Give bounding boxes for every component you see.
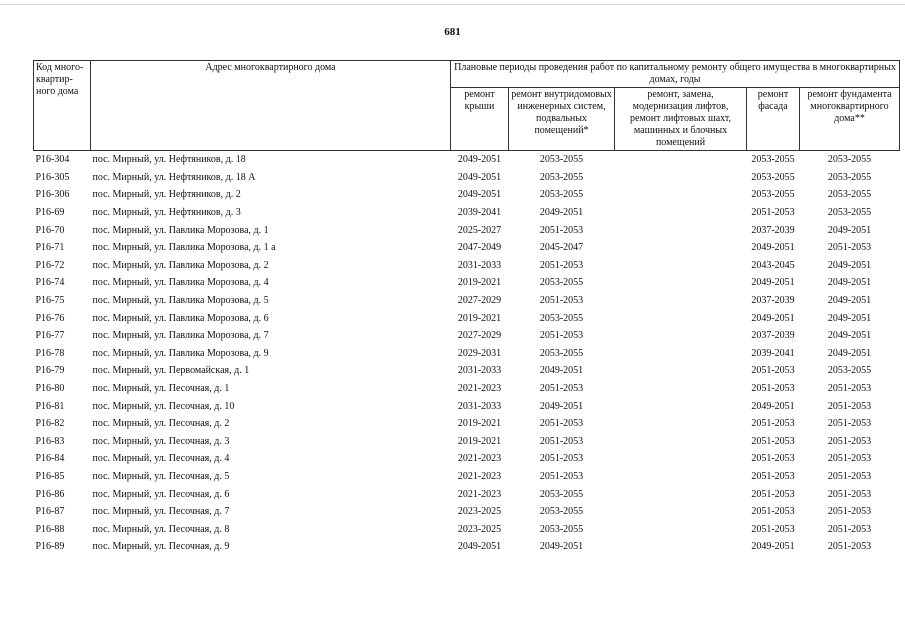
table-body xyxy=(34,151,900,556)
cell-facade: 2051-2053 xyxy=(751,435,795,447)
cell-foundation: 2051-2053 xyxy=(827,506,872,518)
cell-roof: 2019-2021 xyxy=(457,435,502,447)
cell-systems: 2045-2047 xyxy=(539,242,584,254)
cell-roof: 2049-2051 xyxy=(457,171,502,183)
cell-systems: 2053-2055 xyxy=(509,151,615,169)
cell-code: Р16-305 xyxy=(35,171,70,183)
cell-systems: 2053-2055 xyxy=(539,506,584,518)
cell-roof: 2023-2025 xyxy=(457,523,502,535)
cell-code: Р16-88 xyxy=(35,523,65,535)
cell-foundation: 2049-2051 xyxy=(827,295,872,307)
table-row xyxy=(34,520,900,538)
cell-lifts xyxy=(615,380,747,398)
header-address: Адрес многоквартирного дома xyxy=(91,61,451,151)
cell-systems: 2053-2055 xyxy=(539,189,584,201)
table-row xyxy=(34,380,900,398)
cell-roof: 2021-2023 xyxy=(457,383,502,395)
cell-code: Р16-75 xyxy=(35,295,65,307)
cell-facade: 2053-2055 xyxy=(751,189,795,201)
cell-facade: 2051-2053 xyxy=(751,453,795,465)
cell-facade: 2037-2039 xyxy=(751,295,795,307)
table-row xyxy=(34,292,900,310)
cell-systems: 2051-2053 xyxy=(539,224,584,236)
cell-facade: 2049-2051 xyxy=(751,312,795,324)
cell-lifts xyxy=(615,362,747,380)
cell-roof: 2027-2029 xyxy=(457,295,502,307)
cell-facade: 2043-2045 xyxy=(751,259,795,271)
cell-lifts xyxy=(615,327,747,345)
table-row xyxy=(34,204,900,222)
cell-foundation: 2049-2051 xyxy=(827,347,872,359)
header-facade: ремонт фасада xyxy=(747,88,800,151)
cell-facade: 2051-2053 xyxy=(751,207,795,219)
cell-code: Р16-304 xyxy=(34,151,91,169)
cell-facade: 2051-2053 xyxy=(751,470,795,482)
cell-systems: 2053-2055 xyxy=(539,277,584,289)
table-row xyxy=(34,397,900,415)
header-systems: ремонт внутридомовых инженерных систем, подвальных помещений* xyxy=(509,88,615,151)
table-row xyxy=(34,151,900,169)
cell-roof: 2021-2023 xyxy=(457,470,502,482)
cell-foundation: 2051-2053 xyxy=(827,383,872,395)
table-row xyxy=(34,468,900,486)
table-row xyxy=(34,538,900,556)
cell-lifts xyxy=(615,485,747,503)
cell-foundation: 2051-2053 xyxy=(827,418,872,430)
cell-address: пос. Мирный, ул. Первомайская, д. 1 xyxy=(92,365,250,377)
cell-facade: 2051-2053 xyxy=(751,418,795,430)
cell-address: пос. Мирный, ул. Песочная, д. 10 xyxy=(92,400,235,412)
cell-foundation: 2051-2053 xyxy=(827,400,872,412)
cell-lifts xyxy=(615,169,747,187)
cell-code: Р16-76 xyxy=(35,312,65,324)
cell-roof: 2029-2031 xyxy=(457,347,502,359)
cell-systems: 2049-2051 xyxy=(539,400,584,412)
cell-roof: 2019-2021 xyxy=(457,418,502,430)
cell-foundation: 2053-2055 xyxy=(827,365,872,377)
table-row xyxy=(34,345,900,363)
cell-systems: 2051-2053 xyxy=(539,435,584,447)
cell-address: пос. Мирный, ул. Песочная, д. 5 xyxy=(92,470,230,482)
cell-facade: 2051-2053 xyxy=(751,488,795,500)
table-header xyxy=(34,61,900,151)
cell-address: пос. Мирный, ул. Павлика Морозова, д. 2 xyxy=(92,259,269,271)
header-row-top xyxy=(34,61,900,88)
cell-lifts xyxy=(615,257,747,275)
cell-code: Р16-85 xyxy=(35,470,65,482)
cell-systems: 2051-2053 xyxy=(539,418,584,430)
cell-systems: 2051-2053 xyxy=(539,295,584,307)
cell-roof: 2031-2033 xyxy=(457,400,502,412)
cell-systems: 2053-2055 xyxy=(539,523,584,535)
cell-code: Р16-86 xyxy=(35,488,65,500)
cell-foundation: 2051-2053 xyxy=(827,470,872,482)
cell-systems: 2049-2051 xyxy=(539,541,584,553)
cell-address: пос. Мирный, ул. Нефтяников, д. 18 А xyxy=(92,171,256,183)
cell-foundation: 2053-2055 xyxy=(800,151,900,169)
cell-foundation: 2051-2053 xyxy=(827,242,872,254)
cell-roof: 2027-2029 xyxy=(457,330,502,342)
cell-code: Р16-71 xyxy=(35,242,65,254)
cell-lifts xyxy=(615,274,747,292)
cell-code: Р16-72 xyxy=(35,259,65,271)
cell-code: Р16-80 xyxy=(35,383,65,395)
repair-schedule-table xyxy=(33,60,900,556)
cell-code: Р16-74 xyxy=(35,277,65,289)
cell-lifts xyxy=(615,204,747,222)
cell-lifts xyxy=(615,186,747,204)
cell-address: пос. Мирный, ул. Павлика Морозова, д. 5 xyxy=(92,295,269,307)
cell-address: пос. Мирный, ул. Павлика Морозова, д. 4 xyxy=(92,277,269,289)
cell-code: Р16-81 xyxy=(35,400,65,412)
cell-foundation: 2053-2055 xyxy=(827,189,872,201)
cell-address: пос. Мирный, ул. Павлика Морозова, д. 6 xyxy=(92,312,269,324)
cell-code: Р16-69 xyxy=(35,207,65,219)
cell-systems: 2051-2053 xyxy=(539,470,584,482)
cell-roof: 2021-2023 xyxy=(457,488,502,500)
cell-foundation: 2051-2053 xyxy=(827,523,872,535)
cell-facade: 2039-2041 xyxy=(751,347,795,359)
cell-address: пос. Мирный, ул. Нефтяников, д. 2 xyxy=(92,189,241,201)
cell-facade: 2051-2053 xyxy=(751,365,795,377)
cell-foundation: 2051-2053 xyxy=(827,488,872,500)
cell-address: пос. Мирный, ул. Песочная, д. 3 xyxy=(92,435,230,447)
cell-facade: 2051-2053 xyxy=(751,383,795,395)
cell-facade: 2053-2055 xyxy=(747,151,800,169)
cell-lifts xyxy=(615,309,747,327)
cell-address: пос. Мирный, ул. Нефтяников, д. 18 xyxy=(91,151,451,169)
table-row xyxy=(34,415,900,433)
cell-lifts xyxy=(615,520,747,538)
cell-facade: 2049-2051 xyxy=(751,400,795,412)
table-row xyxy=(34,433,900,451)
cell-lifts xyxy=(615,151,747,169)
cell-systems: 2049-2051 xyxy=(539,365,584,377)
cell-systems: 2053-2055 xyxy=(539,347,584,359)
cell-lifts xyxy=(615,415,747,433)
cell-address: пос. Мирный, ул. Павлика Морозова, д. 1 а xyxy=(92,242,276,254)
cell-address: пос. Мирный, ул. Нефтяников, д. 3 xyxy=(92,207,241,219)
cell-lifts xyxy=(615,239,747,257)
cell-facade: 2049-2051 xyxy=(751,242,795,254)
cell-roof: 2031-2033 xyxy=(457,365,502,377)
table-row xyxy=(34,169,900,187)
cell-code: Р16-83 xyxy=(35,435,65,447)
cell-roof: 2039-2041 xyxy=(457,207,502,219)
cell-foundation: 2049-2051 xyxy=(827,330,872,342)
cell-systems: 2049-2051 xyxy=(539,207,584,219)
cell-lifts xyxy=(615,450,747,468)
table-row xyxy=(34,221,900,239)
cell-foundation: 2049-2051 xyxy=(827,277,872,289)
cell-code: Р16-84 xyxy=(35,453,65,465)
cell-foundation: 2053-2055 xyxy=(827,171,872,183)
cell-facade: 2051-2053 xyxy=(751,523,795,535)
cell-roof: 2047-2049 xyxy=(457,242,502,254)
cell-address: пос. Мирный, ул. Павлика Морозова, д. 9 xyxy=(92,347,269,359)
cell-systems: 2051-2053 xyxy=(539,453,584,465)
cell-systems: 2053-2055 xyxy=(539,488,584,500)
cell-foundation: 2049-2051 xyxy=(827,312,872,324)
cell-lifts xyxy=(615,468,747,486)
cell-roof: 2031-2033 xyxy=(457,259,502,271)
cell-facade: 2053-2055 xyxy=(751,171,795,183)
cell-code: Р16-78 xyxy=(35,347,65,359)
cell-foundation: 2053-2055 xyxy=(827,207,872,219)
cell-lifts xyxy=(615,345,747,363)
cell-address: пос. Мирный, ул. Песочная, д. 4 xyxy=(92,453,230,465)
table-row xyxy=(34,186,900,204)
page-number: 681 xyxy=(444,26,461,38)
cell-systems: 2053-2055 xyxy=(539,171,584,183)
cell-roof: 2025-2027 xyxy=(457,224,502,236)
cell-roof: 2019-2021 xyxy=(457,312,502,324)
cell-address: пос. Мирный, ул. Песочная, д. 9 xyxy=(92,541,230,553)
cell-lifts xyxy=(615,433,747,451)
cell-roof: 2049-2051 xyxy=(457,189,502,201)
cell-systems: 2053-2055 xyxy=(539,312,584,324)
cell-roof: 2019-2021 xyxy=(457,277,502,289)
cell-foundation: 2051-2053 xyxy=(827,453,872,465)
table-row xyxy=(34,239,900,257)
cell-address: пос. Мирный, ул. Песочная, д. 1 xyxy=(92,383,230,395)
cell-code: Р16-77 xyxy=(35,330,65,342)
table-row xyxy=(34,327,900,345)
header-periods: Плановые периоды проведения работ по капитальному ремонту общего имущества в многоквартирных домах, годы xyxy=(451,61,900,88)
cell-foundation: 2049-2051 xyxy=(827,259,872,271)
header-roof: ремонт крыши xyxy=(451,88,509,151)
cell-roof: 2049-2051 xyxy=(457,541,502,553)
table-row xyxy=(34,257,900,275)
cell-lifts xyxy=(615,292,747,310)
cell-code: Р16-82 xyxy=(35,418,65,430)
cell-address: пос. Мирный, ул. Песочная, д. 8 xyxy=(92,523,230,535)
cell-code: Р16-306 xyxy=(35,189,70,201)
cell-roof: 2021-2023 xyxy=(457,453,502,465)
header-lifts: ремонт, замена, модернизация лифтов, ремонт лифтовых шахт, машинных и блочных помещений xyxy=(615,88,747,151)
table-row xyxy=(34,274,900,292)
table-row xyxy=(34,309,900,327)
cell-facade: 2051-2053 xyxy=(751,506,795,518)
cell-lifts xyxy=(615,221,747,239)
cell-foundation: 2049-2051 xyxy=(827,224,872,236)
cell-roof: 2049-2051 xyxy=(451,151,509,169)
cell-address: пос. Мирный, ул. Песочная, д. 6 xyxy=(92,488,230,500)
header-foundation: ремонт фундамента многоквартирного дома** xyxy=(800,88,900,151)
cell-code: Р16-79 xyxy=(35,365,65,377)
cell-address: пос. Мирный, ул. Песочная, д. 7 xyxy=(92,506,230,518)
cell-address: пос. Мирный, ул. Павлика Морозова, д. 7 xyxy=(92,330,269,342)
page-top-rule xyxy=(0,4,905,5)
cell-systems: 2051-2053 xyxy=(539,330,584,342)
table-row xyxy=(34,450,900,468)
cell-facade: 2049-2051 xyxy=(751,277,795,289)
cell-systems: 2051-2053 xyxy=(539,383,584,395)
cell-foundation: 2051-2053 xyxy=(827,435,872,447)
cell-roof: 2023-2025 xyxy=(457,506,502,518)
table-row xyxy=(34,503,900,521)
cell-lifts xyxy=(615,503,747,521)
cell-lifts xyxy=(615,397,747,415)
cell-address: пос. Мирный, ул. Павлика Морозова, д. 1 xyxy=(92,224,269,236)
cell-lifts xyxy=(615,538,747,556)
cell-facade: 2037-2039 xyxy=(751,330,795,342)
table-row xyxy=(34,362,900,380)
table-row xyxy=(34,485,900,503)
cell-code: Р16-89 xyxy=(35,541,65,553)
cell-code: Р16-70 xyxy=(35,224,65,236)
cell-systems: 2051-2053 xyxy=(539,259,584,271)
cell-facade: 2049-2051 xyxy=(751,541,795,553)
header-code: Код много-квартир-ного дома xyxy=(34,61,91,151)
cell-foundation: 2051-2053 xyxy=(827,541,872,553)
cell-facade: 2037-2039 xyxy=(751,224,795,236)
cell-address: пос. Мирный, ул. Песочная, д. 2 xyxy=(92,418,230,430)
cell-code: Р16-87 xyxy=(35,506,65,518)
